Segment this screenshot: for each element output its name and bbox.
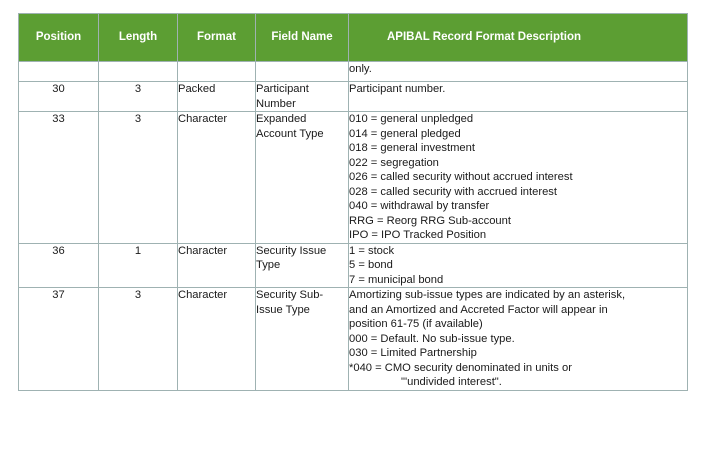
cell-length: 3 — [99, 82, 178, 112]
cell-length: 1 — [99, 243, 178, 288]
cell-position — [19, 62, 99, 82]
description-line: and an Amortized and Accreted Factor will appear in — [349, 303, 608, 316]
cell-description — [349, 112, 688, 244]
description-line: 1 = stock — [349, 244, 395, 257]
cell-position: 37 — [19, 288, 99, 391]
cell-format: Character — [178, 112, 256, 244]
description-line: Participant number. — [349, 83, 446, 95]
table-header — [19, 14, 688, 62]
cell-field-name — [256, 62, 349, 82]
description-line: 040 = withdrawal by transfer — [349, 200, 490, 212]
cell-field-name: Expanded Account Type — [256, 112, 349, 244]
cell-description — [349, 243, 688, 288]
table-row — [19, 82, 688, 112]
description-line: IPO = IPO Tracked Position — [349, 229, 487, 241]
description-line: 026 = called security without accrued interest — [349, 171, 573, 183]
description-line: 030 = Limited Partnership — [349, 347, 477, 359]
cell-position: 33 — [19, 112, 99, 244]
cell-position: 30 — [19, 82, 99, 112]
cell-format: Packed — [178, 82, 256, 112]
description-line: 000 = Default. No sub-issue type. — [349, 332, 515, 345]
description-line: only. — [349, 63, 372, 75]
table-row — [19, 288, 688, 391]
cell-description — [349, 82, 688, 112]
description-line: 010 = general unpledged — [349, 113, 474, 125]
cell-length: 3 — [99, 112, 178, 244]
cell-field-name: Security Issue Type — [256, 243, 349, 288]
description-line: *040 = CMO security denominated in units or — [349, 361, 572, 374]
description-line: 028 = called security with accrued interest — [349, 185, 558, 198]
cell-description — [349, 288, 688, 391]
cell-position: 36 — [19, 243, 99, 288]
table-row — [19, 62, 688, 82]
description-line: 5 = bond — [349, 259, 393, 271]
description-line: Amortizing sub-issue types are indicated by an asterisk, — [349, 289, 626, 301]
description-line: 014 = general pledged — [349, 127, 461, 140]
cell-format: Character — [178, 288, 256, 391]
header-field-name: Field Name — [256, 14, 349, 62]
description-line: RRG = Reorg RRG Sub-account — [349, 214, 511, 227]
cell-field-name: Participant Number — [256, 82, 349, 112]
table-row — [19, 112, 688, 244]
cell-format: Character — [178, 243, 256, 288]
record-format-table — [18, 13, 688, 391]
description-line: 7 = municipal bond — [349, 273, 444, 286]
cell-field-name: Security Sub-Issue Type — [256, 288, 349, 391]
cell-length — [99, 62, 178, 82]
cell-description — [349, 62, 688, 82]
description-line: "'undivided interest". — [401, 376, 502, 388]
description-line: 018 = general investment — [349, 142, 475, 154]
header-length: Length — [99, 14, 178, 62]
header-position: Position — [19, 14, 99, 62]
cell-format — [178, 62, 256, 82]
description-line: position 61-75 (if available) — [349, 318, 483, 330]
description-line: 022 = segregation — [349, 156, 439, 169]
cell-length: 3 — [99, 288, 178, 391]
header-format: Format — [178, 14, 256, 62]
table-row — [19, 243, 688, 288]
header-description: APIBAL Record Format Description — [349, 14, 688, 62]
